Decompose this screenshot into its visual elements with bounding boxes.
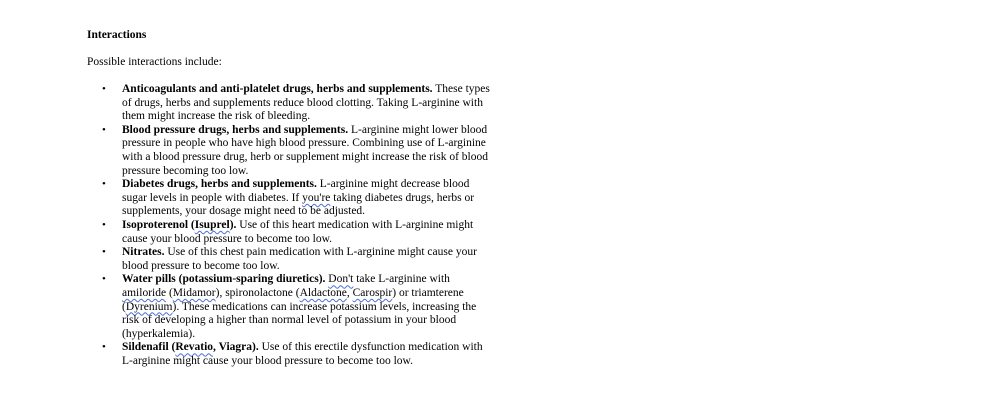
spellcheck-word[interactable]: Isuprel (194, 218, 230, 231)
item-text: taking diabetes drugs, herbs or supplements, your dosage might need to be adjusted. (122, 191, 475, 218)
item-text: ), spironolactone ( (215, 286, 300, 299)
list-item-water-pills (87, 273, 494, 341)
item-text: take L-arginine with (353, 273, 450, 286)
interactions-list (87, 83, 507, 368)
bullet-icon: • (102, 246, 106, 259)
list-item-diabetes (87, 178, 494, 219)
list-item-anticoagulants (87, 83, 494, 124)
bullet-icon: • (102, 273, 106, 286)
item-text: L-arginine might lower blood pressure in people who have high blood pressure. Combining use of L-arginine with a blood pressure drug, herb or supplement might increase the risk of blood pressure becoming too low. (122, 123, 489, 177)
spellcheck-word[interactable]: Aldactone (299, 286, 347, 299)
spellcheck-word[interactable]: Dyrenium (125, 300, 173, 313)
bullet-icon: • (102, 341, 106, 354)
list-item-sildenafil (87, 341, 494, 368)
item-text: These types of drugs, herbs and supplements reduce blood clotting. Taking L-arginine with them might increase the risk of bleeding. (122, 83, 490, 123)
item-title: Nitrates. (122, 246, 165, 259)
intro-paragraph: Possible interactions include: (87, 56, 222, 68)
item-title-part: Isoproterenol ( (122, 218, 195, 231)
spellcheck-word[interactable]: Carospir (352, 286, 393, 299)
item-title: Diabetes drugs, herbs and supplements. (122, 178, 317, 191)
item-title-part: , Viagra). (213, 341, 259, 354)
item-title: Water pills (potassium-sparing diuretics). (122, 273, 326, 286)
item-title-part: ). (229, 218, 237, 231)
bullet-icon: • (102, 83, 106, 95)
item-text: ( (166, 286, 173, 299)
item-text: Use of this chest pain medication with L-arginine might cause your blood pressure to become too low. (122, 246, 477, 272)
list-item-isoproterenol (87, 219, 494, 246)
document-page (87, 28, 507, 368)
bullet-icon: • (102, 123, 106, 136)
item-text: ) or triamterene ( (122, 286, 464, 313)
item-title (122, 341, 259, 353)
spellcheck-word[interactable]: you're (302, 191, 331, 204)
bullet-icon: • (102, 218, 106, 231)
item-text: L-arginine might decrease blood sugar levels in people with diabetes. If (122, 178, 470, 204)
item-title (122, 219, 236, 231)
list-item-nitrates (87, 246, 494, 273)
section-heading: Interactions (87, 29, 147, 41)
item-text: Use of this heart medication with L-arginine might cause your blood pressure to become too low. (122, 218, 474, 245)
item-text: Use of this erectile dysfunction medication with L-arginine might cause your blood pressure to become too low. (122, 341, 483, 367)
spellcheck-word[interactable]: amiloride (122, 286, 167, 299)
bullet-icon: • (102, 178, 106, 191)
item-text: , (346, 286, 353, 299)
item-title-part: Sildenafil ( (122, 341, 176, 354)
list-item-blood-pressure (87, 124, 494, 178)
spellcheck-word[interactable]: Midamor (172, 286, 216, 299)
spellcheck-word[interactable]: Revatio (175, 341, 214, 354)
spellcheck-word[interactable]: Don't (328, 273, 354, 286)
item-title: Blood pressure drugs, herbs and supplements. (122, 123, 349, 136)
item-title: Anticoagulants and anti-platelet drugs, herbs and supplements. (122, 83, 433, 95)
item-text: ). These medications can increase potassium levels, increasing the risk of developing a higher than normal level of potassium in your blood (hyperkalemia). (122, 300, 477, 340)
